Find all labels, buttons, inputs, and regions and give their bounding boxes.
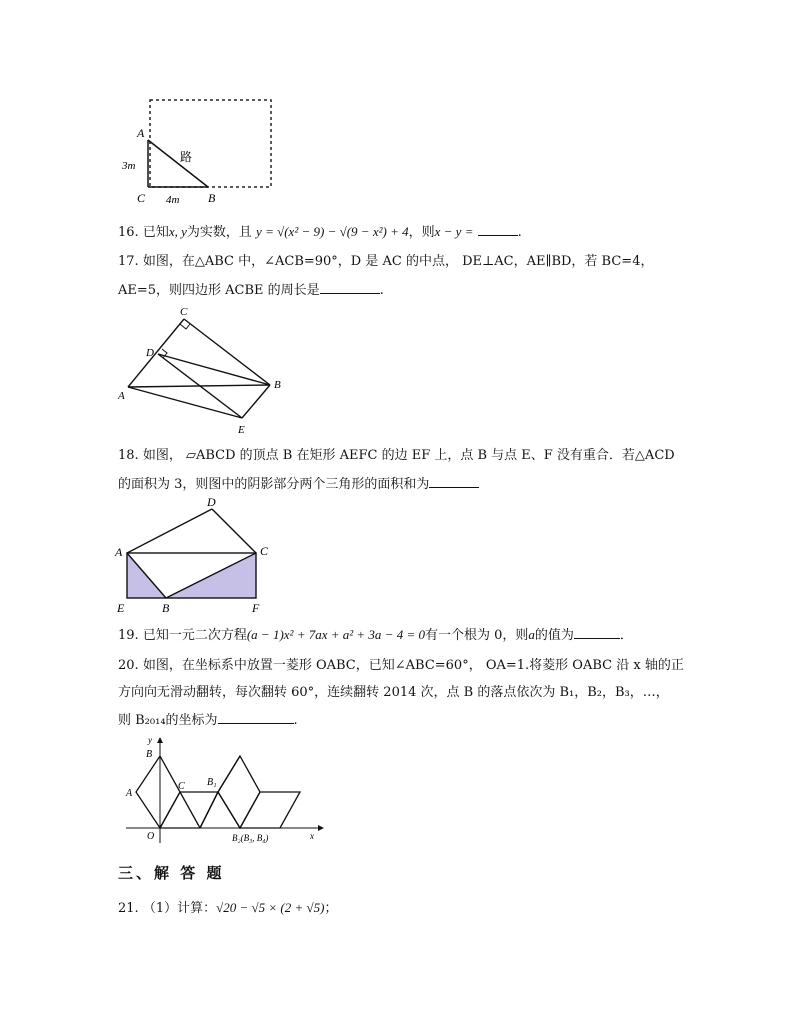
dashed-rectangle [150,100,271,187]
q21-number: 21. [118,901,139,916]
q17-line2: AE=5，则四边形 ACBE 的周长是 [118,283,320,298]
label-road: 路 [180,150,193,164]
segment-c-diagonal [180,792,200,828]
segment-ae [128,387,242,418]
label-x: x [310,831,314,841]
label-a: A [118,390,125,402]
q18-number: 18. [118,448,139,463]
label-b: B [208,191,216,205]
q20-line1: 如图，在坐标系中放置一菱形 OABC，已知∠ABC=60°， OA=1.将菱形 OABC 沿 x 轴的正 [142,658,684,673]
rhombus-flip-3 [218,756,260,828]
label-d: D [146,347,154,359]
segment-eb [242,385,270,418]
segment-ad [127,509,212,553]
question-19 [118,624,633,646]
label-o: O [147,831,155,842]
q20-number: 20. [118,658,139,673]
segment-b1-right [218,792,240,828]
label-c: C [260,544,269,558]
section-heading-answer-questions: 三、解 答 题 [118,864,225,882]
segment-cb [184,319,270,385]
q16-answer-blank[interactable] [478,221,518,236]
segment-db [158,354,270,385]
figure-road-triangle [110,90,290,210]
q19-equation: (a − 1)x² + 7ax + a² + 3a − 4 = 0 [246,627,425,642]
x-axis-arrow [318,825,324,831]
label-3m: 3m [122,160,136,172]
q19-number: 19. [118,628,139,643]
label-4m: 4m [166,194,180,206]
q16-end: . [517,225,522,240]
q18-line1: 如图， ▱ABCD 的顶点 B 在矩形 AEFC 的边 EF 上，点 B 与点 E、F 没有重合．若△ACD [142,448,675,463]
q19-end: ． [619,628,633,643]
q16-expr: x − y = [434,224,474,239]
question-20 [118,656,684,676]
label-e: E [238,424,245,436]
label-c: C [137,191,146,205]
label-a: A [115,545,123,559]
figure-parallelogram-rectangle [110,492,280,617]
figure-rhombus-coordinate [118,735,328,855]
label-a: A [137,126,145,140]
q18-line2: 的面积为 3，则图中的阴影部分两个三角形的面积和为 [118,477,430,492]
segment-b1-lower [200,792,218,828]
segment-ac [128,319,184,387]
q19-var: a [528,627,535,642]
label-a: A [126,788,133,799]
question-17 [118,252,653,272]
q21-expr: √20 − √5 × (2 + √5) [216,900,325,915]
figure-triangle-acbe [110,300,295,440]
q16-number: 16. [118,225,139,240]
q16-equation: y = √(x² − 9) − √(9 − x²) + 4 [256,224,409,239]
q16-vars: x, y [168,224,187,239]
rhombus-flip-4 [240,792,300,828]
q16-mid: 为实数，且 [186,225,252,240]
question-18 [118,446,675,466]
label-b2: B₂(B₃, B₄) [232,833,269,843]
right-angle-c [180,324,190,329]
q19-answer-blank[interactable] [574,624,620,639]
q19-post: 的值为 [534,628,574,643]
label-b1: B₁ [207,777,217,788]
question-20-line2 [118,683,669,703]
q21-part: （1）计算： [142,901,217,916]
label-b: B [146,749,153,760]
label-c: C [178,781,185,792]
q17-answer-blank[interactable] [320,279,380,294]
q16-then: ，则 [408,225,435,240]
rhombus-oabc [136,756,180,828]
y-axis-arrow [157,737,163,743]
q17-end: . [379,283,384,298]
q20-answer-blank[interactable] [218,709,294,724]
q17-line1: 如图，在△ABC 中，∠ACB=90°，D 是 AC 的中点， DE⊥AC，AE∥BD，若 BC=4， [142,254,654,269]
q20-line3: 则 B₂₀₁₄的坐标为 [118,713,218,728]
q16-pre: 已知 [142,225,169,240]
label-c: C [180,306,188,318]
label-e: E [117,601,125,615]
segment-ab-road [148,140,208,187]
segment-dc [212,509,256,553]
q19-mid: 有一个根为 0，则 [424,628,529,643]
question-20-line3 [118,709,298,731]
q20-end: . [293,713,298,728]
q18-answer-blank[interactable] [429,473,479,488]
question-16 [118,221,522,243]
label-b: B [162,601,170,615]
label-d: D [207,495,216,509]
question-21 [118,898,338,919]
question-17-line2 [118,279,384,301]
label-b: B [274,379,281,391]
label-f: F [252,601,260,615]
q21-end: ； [324,901,338,916]
label-y: y [148,735,152,745]
q20-line2: 方向向无滑动翻转，每次翻转 60°，连续翻转 2014 次，点 B 的落点依次为 B₁，B₂，B₃，…， [118,685,669,700]
q19-pre: 已知一元二次方程 [142,628,247,643]
q17-number: 17. [118,254,139,269]
